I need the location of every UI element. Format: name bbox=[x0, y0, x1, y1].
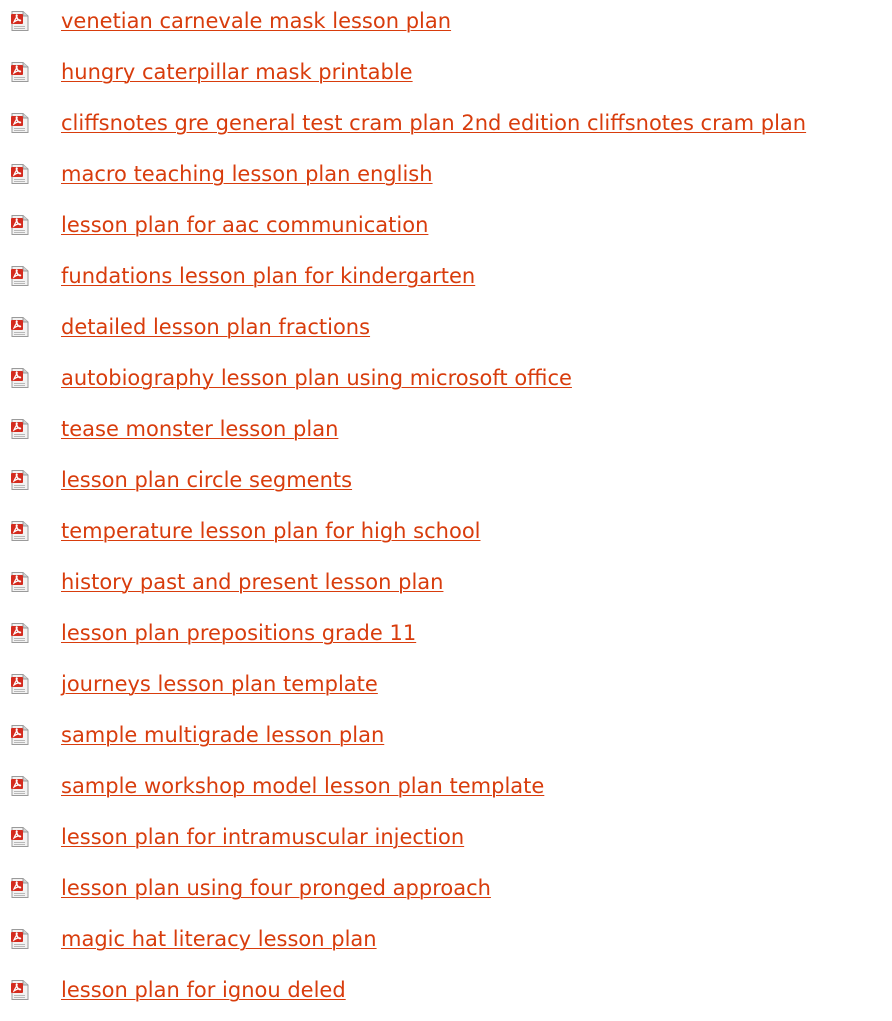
document-link[interactable]: lesson plan circle segments bbox=[61, 467, 353, 492]
pdf-file-icon bbox=[11, 980, 29, 1000]
document-link[interactable]: tease monster lesson plan bbox=[61, 416, 339, 441]
pdf-file-icon bbox=[11, 521, 29, 541]
pdf-file-icon bbox=[11, 470, 29, 490]
document-link[interactable]: sample workshop model lesson plan template bbox=[61, 774, 545, 799]
pdf-file-icon bbox=[11, 317, 29, 337]
list-item bbox=[0, 863, 892, 914]
list-item bbox=[0, 352, 892, 403]
pdf-file-icon bbox=[11, 623, 29, 643]
list-item bbox=[0, 403, 892, 454]
document-link[interactable]: journeys lesson plan template bbox=[61, 672, 378, 697]
document-link[interactable]: detailed lesson plan fractions bbox=[61, 314, 371, 339]
pdf-file-icon bbox=[11, 266, 29, 286]
pdf-file-icon bbox=[11, 674, 29, 694]
pdf-file-icon bbox=[11, 725, 29, 745]
list-item bbox=[0, 557, 892, 608]
list-item bbox=[0, 659, 892, 710]
list-item bbox=[0, 914, 892, 965]
list-item bbox=[0, 454, 892, 505]
list-item bbox=[0, 250, 892, 301]
pdf-file-icon bbox=[11, 62, 29, 82]
document-link[interactable]: cliffsnotes gre general test cram plan 2nd edition cliffsnotes cram plan bbox=[61, 110, 807, 135]
document-link[interactable]: macro teaching lesson plan english bbox=[61, 161, 433, 186]
pdf-file-icon bbox=[11, 929, 29, 949]
document-link[interactable]: fundations lesson plan for kindergarten bbox=[61, 263, 476, 288]
document-link[interactable]: magic hat literacy lesson plan bbox=[61, 927, 377, 952]
list-item bbox=[0, 0, 892, 46]
list-item bbox=[0, 710, 892, 761]
list-item bbox=[0, 301, 892, 352]
document-link[interactable]: lesson plan for ignou deled bbox=[61, 978, 346, 1003]
document-link[interactable]: sample multigrade lesson plan bbox=[61, 723, 385, 748]
document-link[interactable]: autobiography lesson plan using microsoft office bbox=[61, 365, 572, 390]
list-item bbox=[0, 761, 892, 812]
list-item bbox=[0, 46, 892, 97]
pdf-file-icon bbox=[11, 827, 29, 847]
document-link[interactable]: venetian carnevale mask lesson plan bbox=[61, 8, 452, 33]
document-link[interactable]: lesson plan for intramuscular injection bbox=[61, 825, 465, 850]
document-link[interactable]: lesson plan prepositions grade 11 bbox=[61, 621, 417, 646]
pdf-file-icon bbox=[11, 113, 29, 133]
list-item bbox=[0, 608, 892, 659]
document-link[interactable]: lesson plan for aac communication bbox=[61, 212, 429, 237]
pdf-file-icon bbox=[11, 419, 29, 439]
document-link[interactable]: temperature lesson plan for high school bbox=[61, 518, 481, 543]
document-link[interactable]: lesson plan using four pronged approach bbox=[61, 876, 491, 901]
pdf-file-icon bbox=[11, 878, 29, 898]
list-item bbox=[0, 965, 892, 1016]
pdf-file-icon bbox=[11, 11, 29, 31]
pdf-file-icon bbox=[11, 215, 29, 235]
pdf-file-icon bbox=[11, 572, 29, 592]
pdf-file-icon bbox=[11, 368, 29, 388]
document-link[interactable]: hungry caterpillar mask printable bbox=[61, 59, 413, 84]
pdf-file-icon bbox=[11, 164, 29, 184]
list-item bbox=[0, 505, 892, 556]
list-item bbox=[0, 812, 892, 863]
document-link[interactable]: history past and present lesson plan bbox=[61, 570, 444, 595]
pdf-file-icon bbox=[11, 776, 29, 796]
list-item bbox=[0, 148, 892, 199]
list-item bbox=[0, 199, 892, 250]
list-item bbox=[0, 97, 892, 148]
